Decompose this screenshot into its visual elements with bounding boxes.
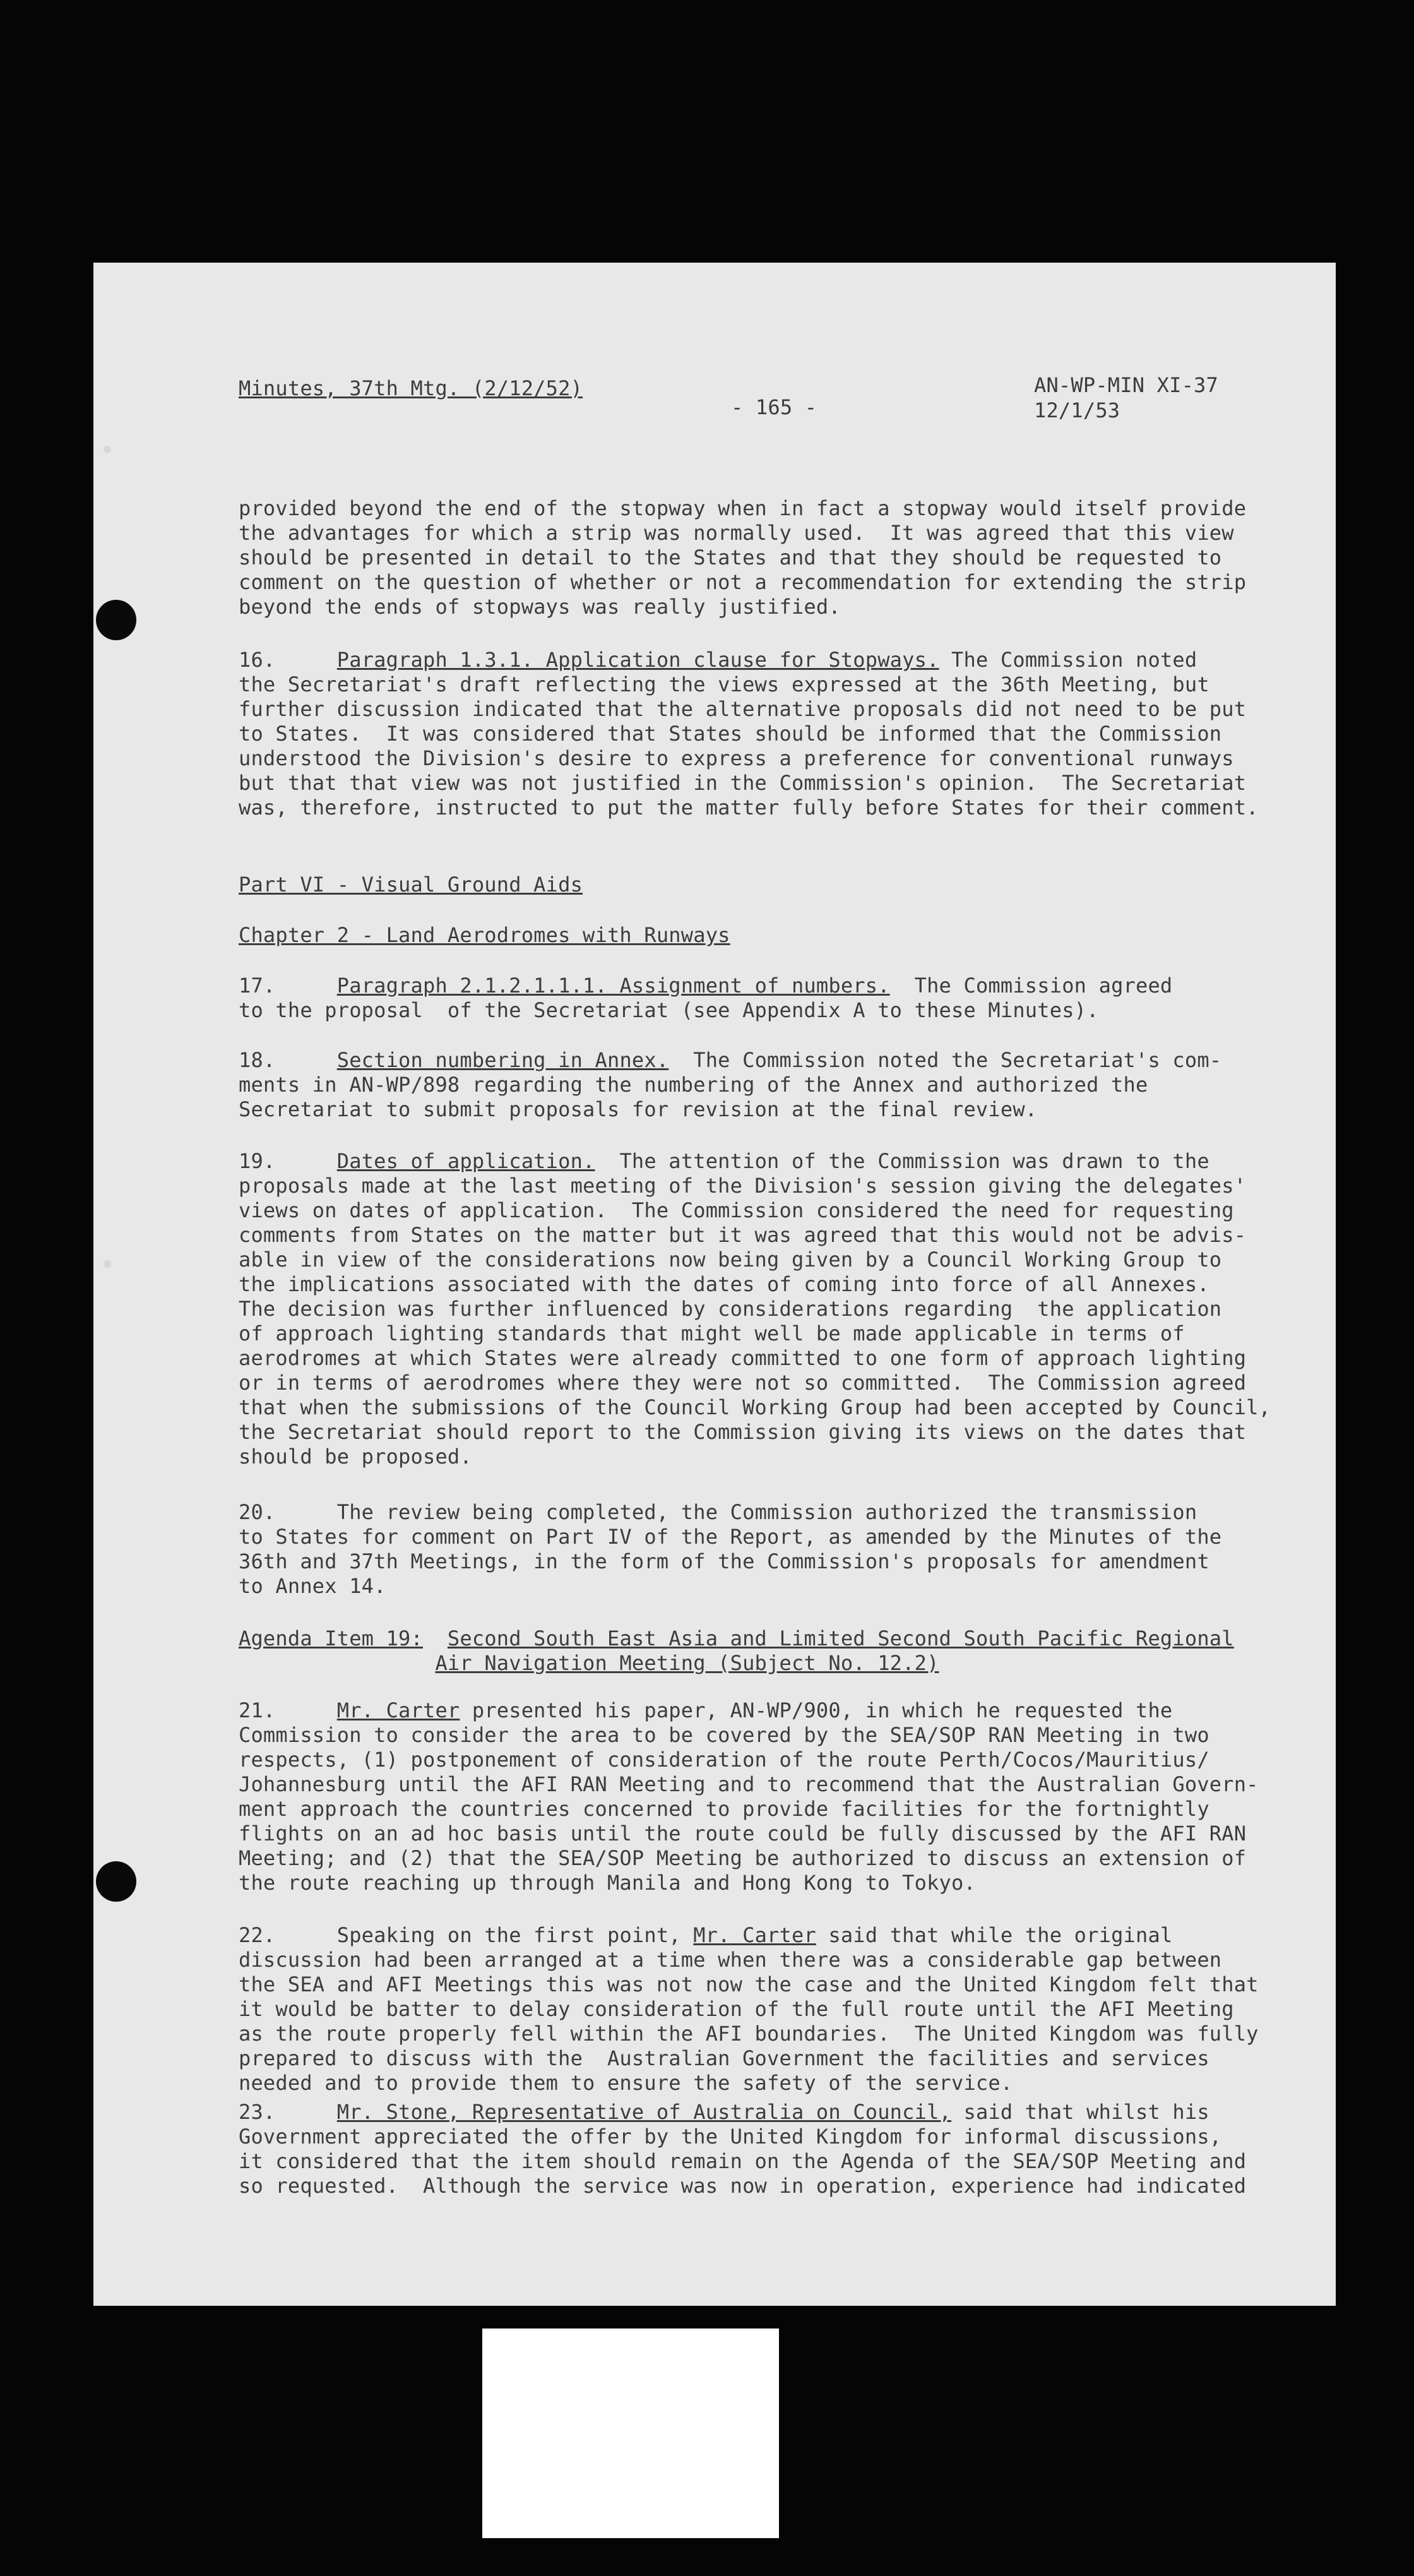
text-line: the SEA and AFI Meetings this was not now the case and the United Kingdom felt that [239,1972,1259,1996]
text-line: The review being completed, the Commission authorized the transmission [336,1500,1197,1524]
text-line: should be proposed. [239,1445,472,1469]
agenda-item-title: Second South East Asia and Limited Second South Pacific Regional [447,1626,1234,1650]
text-line: Johannesburg until the AFI RAN Meeting and to recommend that the Australian Govern- [239,1772,1259,1796]
text-line: Commission to consider the area to be covered by the SEA/SOP RAN Meeting in two [239,1723,1209,1747]
text-line: aerodromes at which States were already committed to one form of approach lighting [239,1346,1247,1370]
blank-label-card [482,2329,779,2538]
page-number: - 165 - [731,395,817,419]
text-line: The decision was further influenced by considerations regarding the application [239,1297,1222,1321]
text-line: to States for comment on Part IV of the Report, as amended by the Minutes of the [239,1525,1222,1549]
text-line: understood the Division's desire to express a preference for conventional runways [239,746,1234,770]
document-page [93,263,1336,2306]
text-line: ments in AN-WP/898 regarding the numbering of the Annex and authorized the [239,1073,1148,1097]
header-meeting-ref: Minutes, 37th Mtg. (2/12/52) [239,376,583,400]
paragraph-number: 22. [239,1923,276,1947]
text-line: The Commission noted the Secretariat's com- [668,1048,1222,1072]
text-line: views on dates of application. The Commission considered the need for requesting [239,1198,1234,1222]
paragraph-number: 19. [239,1149,276,1173]
agenda-item-label: Agenda Item 19: [239,1626,423,1650]
paragraph-number: 21. [239,1698,276,1722]
text-line: so requested. Although the service was now in operation, experience had indicated [239,2174,1247,2198]
text-line: Government appreciated the offer by the United Kingdom for informal discussions, [239,2125,1222,2149]
paragraph-16 [239,648,1259,820]
paragraph-number: 17. [239,974,276,998]
text-line: Meeting; and (2) that the SEA/SOP Meeting be authorized to discuss an extension of [239,1846,1247,1870]
doc-ref-code: AN-WP-MIN XI-37 [1034,373,1218,397]
text-line: the advantages for which a strip was normally used. It was agreed that this view [239,521,1234,545]
text-line: flights on an ad hoc basis until the route could be fully discussed by the AFI RAN [239,1822,1247,1846]
text-line: needed and to provide them to ensure the safety of the service. [239,2071,1013,2095]
text-line: the Secretariat's draft reflecting the views expressed at the 36th Meeting, but [239,672,1209,696]
scan-mark [104,446,111,453]
text-line: said that while the original [816,1923,1173,1947]
text-line: the Secretariat should report to the Commission giving its views on the dates that [239,1420,1247,1444]
text-line: or in terms of aerodromes where they were not so committed. The Commission agreed [239,1371,1247,1395]
header-doc-ref [1034,373,1218,423]
punch-hole [96,600,136,640]
agenda-item-heading [239,1626,1234,1676]
text-line: ment approach the countries concerned to provide facilities for the fortnightly [239,1797,1209,1821]
paragraph-17 [239,974,1172,1023]
paragraph-heading: Section numbering in Annex. [336,1048,669,1072]
paragraph-number: 20. [239,1500,276,1524]
text-line: respects, (1) postponement of consideration of the route Perth/Cocos/Mauritius/ [239,1748,1209,1772]
paragraph-number: 23. [239,2100,276,2124]
paragraph-continuation [239,496,1246,619]
text-line: was, therefore, instructed to put the matter fully before States for their comment. [239,796,1259,820]
part-heading: Part VI - Visual Ground Aids [239,873,583,897]
text-line: but that that view was not justified in the Commission's opinion. The Secretariat [239,771,1247,795]
text-line: prepared to discuss with the Australian Government the facilities and services [239,2046,1209,2070]
punch-hole [96,1861,136,1902]
text-line: said that whilst his [951,2100,1209,2124]
text-line: The Commission agreed [889,974,1173,998]
speaker-name: Mr. Carter [336,1698,460,1722]
text-line: it considered that the item should remain on the Agenda of the SEA/SOP Meeting and [239,2149,1247,2173]
paragraph-number: 18. [239,1048,276,1072]
text-line: the implications associated with the dates of coming into force of all Annexes. [239,1272,1209,1296]
text-line: discussion had been arranged at a time when there was a considerable gap between [239,1948,1222,1972]
doc-ref-date: 12/1/53 [1034,398,1120,422]
text-line: 36th and 37th Meetings, in the form of the Commission's proposals for amendment [239,1549,1209,1573]
paragraph-19 [239,1149,1271,1469]
text-line: able in view of the considerations now being given by a Council Working Group to [239,1248,1222,1272]
text-line: presented his paper, AN-WP/900, in which he requested the [460,1698,1173,1722]
speaker-name: Mr. Stone, Representative of Australia on Council, [336,2100,952,2124]
paragraph-heading: Paragraph 1.3.1. Application clause for Stopways. [336,648,939,672]
text-line: as the route properly fell within the AFI boundaries. The United Kingdom was fully [239,2022,1259,2046]
text-line: should be presented in detail to the States and that they should be requested to [239,546,1222,569]
paragraph-23 [239,2100,1246,2198]
paragraph-number: 16. [239,648,276,672]
text-line: comments from States on the matter but it was agreed that this would not be advis- [239,1223,1247,1247]
text-line: to Annex 14. [239,1574,386,1598]
speaker-name: Mr. Carter [693,1923,816,1947]
paragraph-heading: Paragraph 2.1.2.1.1.1. Assignment of numbers. [336,974,890,998]
text-line: The Commission noted [939,648,1197,672]
text-line: of approach lighting standards that might well be made applicable in terms of [239,1321,1185,1345]
paragraph-22 [239,1923,1259,2096]
text-line: to the proposal of the Secretariat (see Appendix A to these Minutes). [239,998,1099,1022]
paragraph-18 [239,1048,1221,1122]
text-line: The attention of the Commission was drawn to the [595,1149,1209,1173]
paragraph-20 [239,1500,1221,1599]
text-line: it would be batter to delay consideration of the full route until the AFI Meeting [239,1997,1234,2021]
text-line: that when the submissions of the Council Working Group had been accepted by Council, [239,1395,1271,1419]
text-line: the route reaching up through Manila and Hong Kong to Tokyo. [239,1871,976,1895]
paragraph-heading: Dates of application. [336,1149,595,1173]
agenda-item-title: Air Navigation Meeting (Subject No. 12.2) [435,1651,939,1675]
text-line: Secretariat to submit proposals for revision at the final review. [239,1097,1038,1121]
scan-mark [104,1260,111,1268]
text-line: Speaking on the first point, [336,1923,694,1947]
chapter-heading: Chapter 2 - Land Aerodromes with Runways [239,923,730,947]
text-line: comment on the question of whether or not a recommendation for extending the strip [239,570,1247,594]
paragraph-21 [239,1698,1259,1895]
text-line: to States. It was considered that States should be informed that the Commission [239,722,1222,746]
text-line: further discussion indicated that the alternative proposals did not need to be put [239,697,1247,721]
text-line: beyond the ends of stopways was really justified. [239,595,841,619]
text-line: provided beyond the end of the stopway when in fact a stopway would itself provide [239,496,1247,520]
text-line: proposals made at the last meeting of the Division's session giving the delegates' [239,1174,1247,1198]
